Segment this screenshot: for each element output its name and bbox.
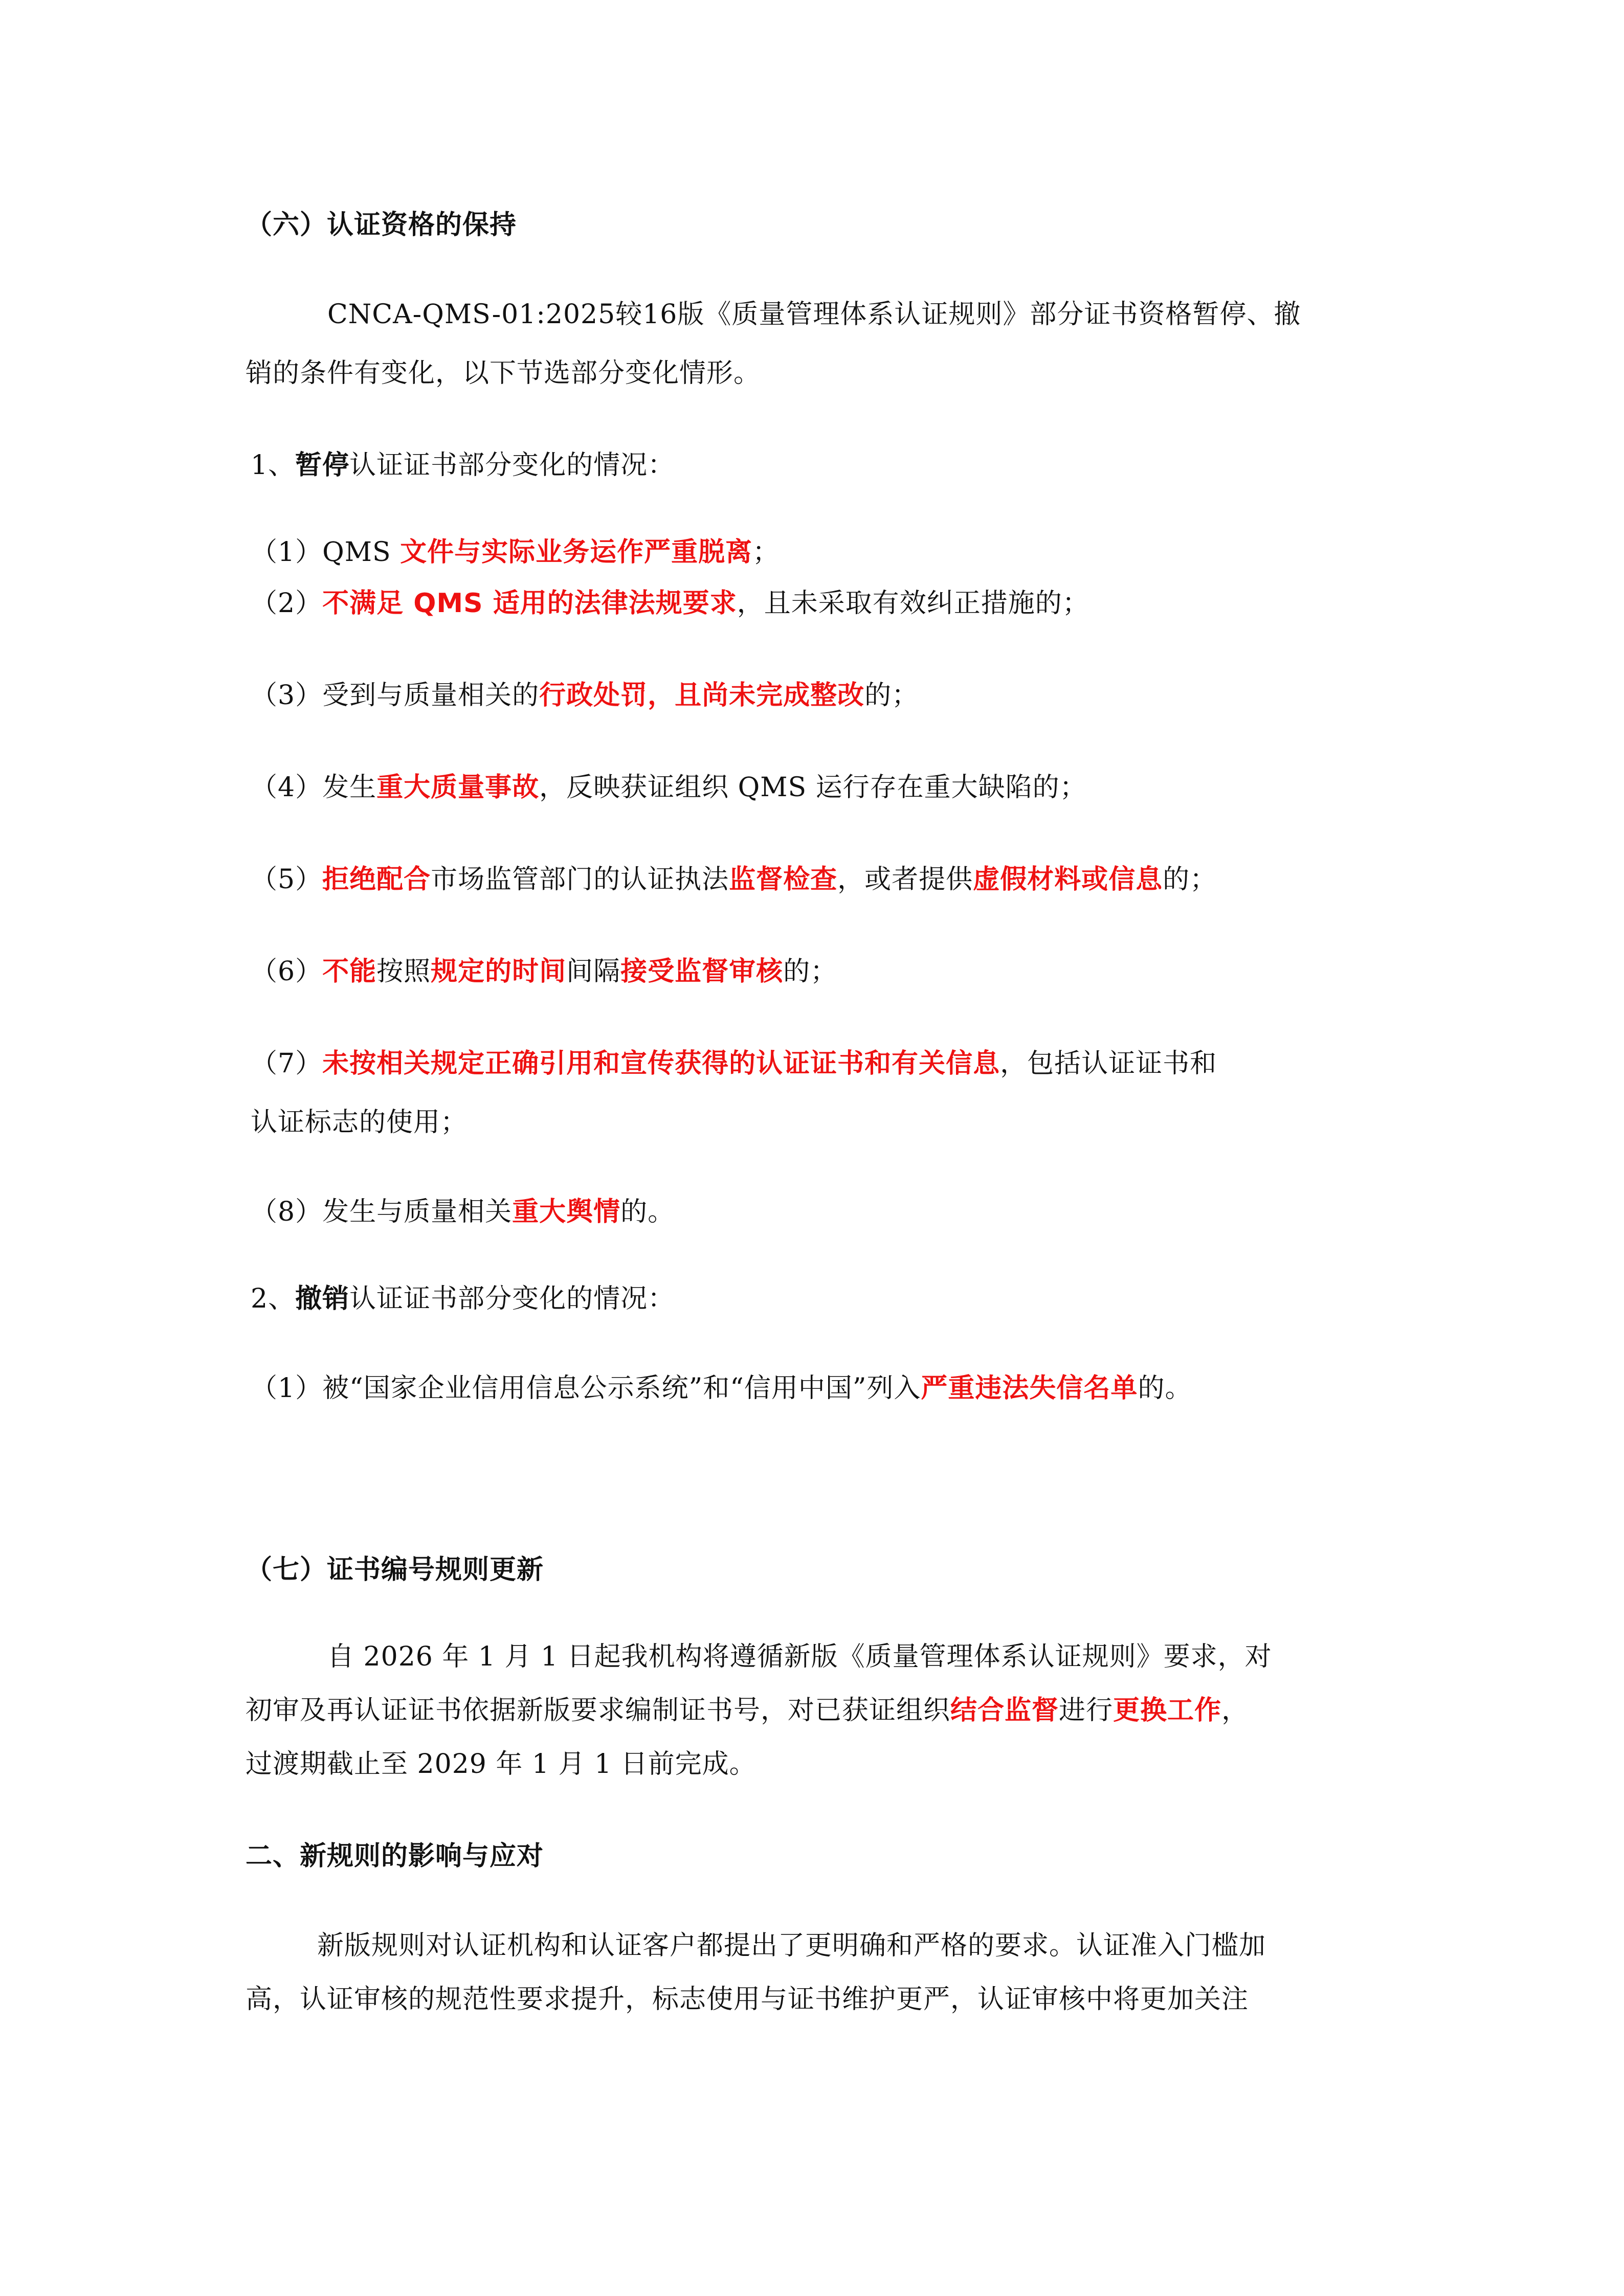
- text-span: 的；: [864, 680, 919, 711]
- paragraph-line: 过渡期截止至 2029 年 1 月 1 日前完成。: [246, 1749, 757, 1780]
- list-item: [251, 954, 837, 989]
- highlight: 文件与实际业务运作严重脱离: [400, 537, 753, 568]
- highlight: 结合监督: [950, 1695, 1059, 1726]
- highlight: 不满足 QMS 适用的法律法规要求: [322, 588, 737, 619]
- highlight: 重大质量事故: [376, 772, 540, 803]
- list-item: [251, 534, 780, 570]
- paragraph-line: 高，认证审核的规范性要求提升，标志使用与证书维护更严，认证审核中将更加关注: [246, 1984, 1249, 2015]
- text-span: 市场监管部门的认证执法: [431, 864, 729, 895]
- highlight: 重大舆情: [512, 1197, 621, 1227]
- highlight: 严重违法失信名单: [921, 1373, 1138, 1404]
- intro-paragraph-line-2: 销的条件有变化，以下节选部分变化情形。: [246, 358, 761, 389]
- text-span: 认证证书部分变化的情况：: [349, 1284, 675, 1314]
- text-span: ，包括认证证书和: [1000, 1048, 1217, 1079]
- text-span: 的；: [1163, 864, 1217, 895]
- text-span: （2）: [251, 588, 323, 619]
- section-heading-7: （七）证书编号规则更新: [246, 1555, 544, 1585]
- section-heading-6: （六）认证资格的保持: [246, 210, 517, 240]
- text-span: ，: [1221, 1695, 1249, 1726]
- highlight: 监督检查: [729, 864, 838, 895]
- text-span: 间隔: [566, 956, 621, 987]
- list-item: [251, 1194, 675, 1230]
- highlight: 未按相关规定正确引用和宣传获得的认证证书和有关信息: [322, 1048, 1000, 1079]
- text-span: ，且未采取有效纠正措施的；: [737, 588, 1089, 619]
- text-span: 的。: [620, 1197, 675, 1227]
- text-span: 初审及再认证证书依据新版要求编制证书号，对已获证组织: [246, 1695, 951, 1726]
- highlight: 拒绝配合: [322, 864, 431, 895]
- intro-paragraph-line-1: CNCA-QMS-01:2025较16版《质量管理体系认证规则》部分证书资格暂停、撤: [327, 299, 1301, 330]
- text-span: ，或者提供: [837, 864, 973, 895]
- list-item: [251, 1046, 1217, 1082]
- highlight: 不能: [322, 956, 377, 987]
- paragraph-line: 自 2026 年 1 月 1 日起我机构将遵循新版《质量管理体系认证规则》要求，对: [327, 1641, 1272, 1672]
- text-span: 的。: [1138, 1373, 1192, 1404]
- sub-keyword: 撤销: [295, 1284, 350, 1314]
- list-item: [251, 862, 1217, 897]
- text-span: ；: [752, 537, 780, 568]
- text-span: （7）: [251, 1048, 323, 1079]
- text-span: ，反映获证组织 QMS 运行存在重大缺陷的；: [539, 772, 1087, 803]
- list-item: [251, 678, 919, 713]
- highlight: 接受监督审核: [620, 956, 784, 987]
- sub-keyword: 暂停: [295, 450, 350, 481]
- highlight: 规定的时间: [431, 956, 567, 987]
- paragraph-line: 新版规则对认证机构和认证客户都提出了更明确和严格的要求。认证准入门槛加: [317, 1930, 1266, 1961]
- subheading-suspend: [251, 447, 675, 483]
- highlight: 行政处罚，且尚未完成整改: [539, 680, 865, 711]
- list-item-continuation: 认证标志的使用；: [251, 1107, 468, 1138]
- text-span: （5）: [251, 864, 323, 895]
- text-span: 的；: [783, 956, 838, 987]
- subheading-revoke: [251, 1281, 675, 1317]
- list-item: [251, 770, 1087, 805]
- list-item: [251, 1370, 1192, 1406]
- text-span: 按照: [376, 956, 431, 987]
- highlight: 虚假材料或信息: [973, 864, 1163, 895]
- text-span: （1）被“国家企业信用信息公示系统”和“信用中国”列入: [251, 1373, 921, 1404]
- text-span: （8）发生与质量相关: [251, 1197, 513, 1227]
- text-span: 进行: [1059, 1695, 1114, 1726]
- paragraph-line: [246, 1693, 1249, 1728]
- part-heading-2: 二、新规则的影响与应对: [246, 1841, 544, 1872]
- text-span: （1）QMS: [251, 537, 401, 568]
- text-span: （4）发生: [251, 772, 377, 803]
- sub-number: 1、: [251, 450, 296, 481]
- highlight: 更换工作: [1113, 1695, 1222, 1726]
- text-span: （3）受到与质量相关的: [251, 680, 540, 711]
- text-span: 2、: [251, 1284, 296, 1314]
- sub-text: 认证证书部分变化的情况：: [349, 450, 675, 481]
- text-span: （6）: [251, 956, 323, 987]
- list-item: [251, 586, 1089, 621]
